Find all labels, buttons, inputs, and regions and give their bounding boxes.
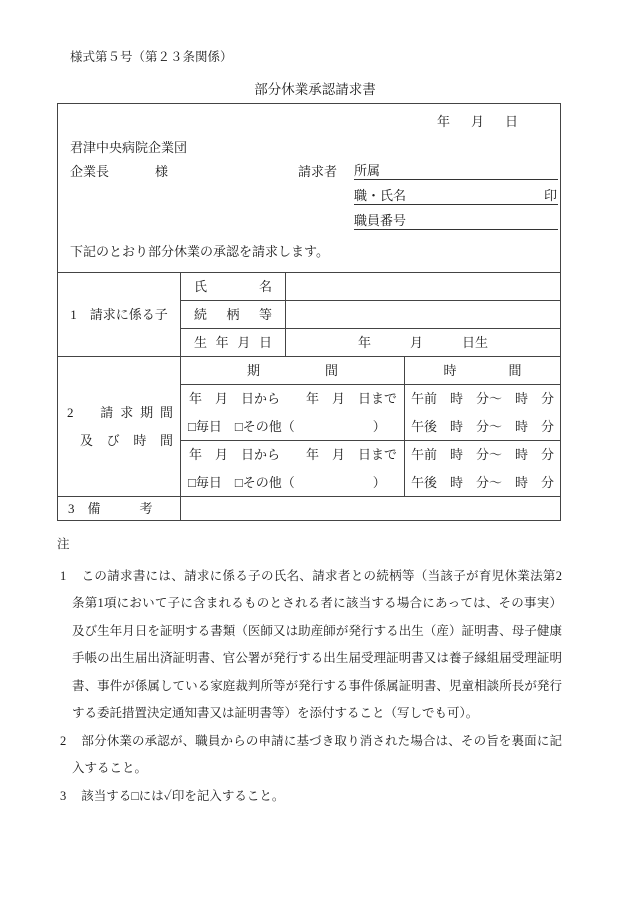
- form-number: 様式第５号（第２３条関係）: [70, 50, 233, 64]
- period-section-label-line2: 及び時間: [80, 432, 173, 448]
- remarks-label: 3 備 考: [58, 496, 180, 520]
- child-name-value: [285, 272, 560, 300]
- relationship-header-text: 続柄等: [194, 306, 272, 322]
- position-name-field: [354, 183, 558, 205]
- relationship-header: [180, 300, 285, 328]
- period-section-label-line1: 2 請求期間: [67, 404, 173, 420]
- child-name-header: [180, 272, 285, 300]
- time-column-header-text: 時 間: [443, 362, 522, 378]
- period-row-2-dates: 年 月 日から 年 月 日まで: [188, 446, 397, 462]
- note-number: 3: [60, 788, 67, 803]
- period-row-1-dates: 年 月 日から 年 月 日まで: [188, 390, 397, 406]
- period-row-1-frequency: □毎日 □その他（ ）: [188, 418, 386, 434]
- note-number: 2: [60, 733, 67, 748]
- child-name-header-text: 氏名: [194, 278, 272, 294]
- time-row-1-pm: 午後 時 分～ 時 分: [411, 418, 555, 434]
- request-table: [58, 272, 560, 520]
- employee-number-label: 職員番号: [354, 213, 407, 228]
- time-row-2-am: 午前 時 分～ 時 分: [411, 446, 555, 462]
- note-text: 該当する□には✓印を記入すること。: [81, 788, 285, 803]
- note-text: 部分休業の承認が、職員からの申請に基づき取り消された場合は、その旨を裏面に記入すること。: [72, 733, 562, 775]
- time-row-2-pm: 午後 時 分～ 時 分: [411, 474, 555, 490]
- note-text: この請求書には、請求に係る子の氏名、請求者との続柄等（当該子が育児休業法第2条第1項において子に含まれるものとされる者に該当する場合にあっては、その事実）及び生年月日を証明する書類（医師又は助産師が発行する出生（産）証明書、母子健康手帳の出生届出済証明書、官公署が発行する出生届受理証明書又は養子縁組届受理証明書、事件が係属している家庭裁判所等が発行する事件係属証明書、児童相談所長が発行する委託措置決定通知書又は証明書等）を添付すること（写しでも可）。: [72, 568, 562, 720]
- declaration-text: 下記のとおり部分休業の承認を請求します。: [70, 244, 329, 259]
- period-column-header: [180, 356, 404, 384]
- organization-name: 君津中央病院企業団: [70, 140, 188, 155]
- child-section-label: 1 請求に係る子: [58, 272, 180, 356]
- period-row-1: [180, 384, 404, 440]
- addressee-label: 企業長: [70, 164, 110, 179]
- birthdate-header: [180, 328, 285, 356]
- position-name-label: 職・氏名: [354, 188, 407, 203]
- time-row-2: [404, 440, 560, 496]
- affiliation-field: [354, 158, 558, 180]
- period-section-label: [58, 356, 180, 496]
- note-number: 1: [60, 568, 67, 583]
- remarks-value: [180, 496, 560, 520]
- employee-number-field: [354, 208, 558, 230]
- affiliation-label: 所属: [354, 163, 381, 178]
- form-box: [57, 103, 561, 521]
- honorific-label: 様: [155, 164, 169, 179]
- period-column-header-text: 期 間: [246, 362, 338, 378]
- form-title: 部分休業承認請求書: [254, 82, 376, 97]
- period-row-2-frequency: □毎日 □その他（ ）: [188, 474, 386, 490]
- time-row-1: [404, 384, 560, 440]
- date-line: 年 月 日: [436, 114, 522, 129]
- birthdate-header-text: 生年月日: [194, 334, 272, 350]
- time-row-1-am: 午前 時 分～ 時 分: [411, 390, 555, 406]
- note-item-3: [60, 783, 562, 811]
- requester-label: 請求者: [298, 164, 338, 179]
- seal-label: 印: [543, 188, 557, 203]
- birthdate-value: 年 月 日生: [285, 328, 560, 356]
- note-item-2: [60, 728, 562, 783]
- notes-section: [57, 531, 562, 810]
- relationship-value: [285, 300, 560, 328]
- time-column-header: [404, 356, 560, 384]
- period-row-2: [180, 440, 404, 496]
- note-item-1: [60, 563, 562, 728]
- notes-heading: 注: [57, 537, 70, 551]
